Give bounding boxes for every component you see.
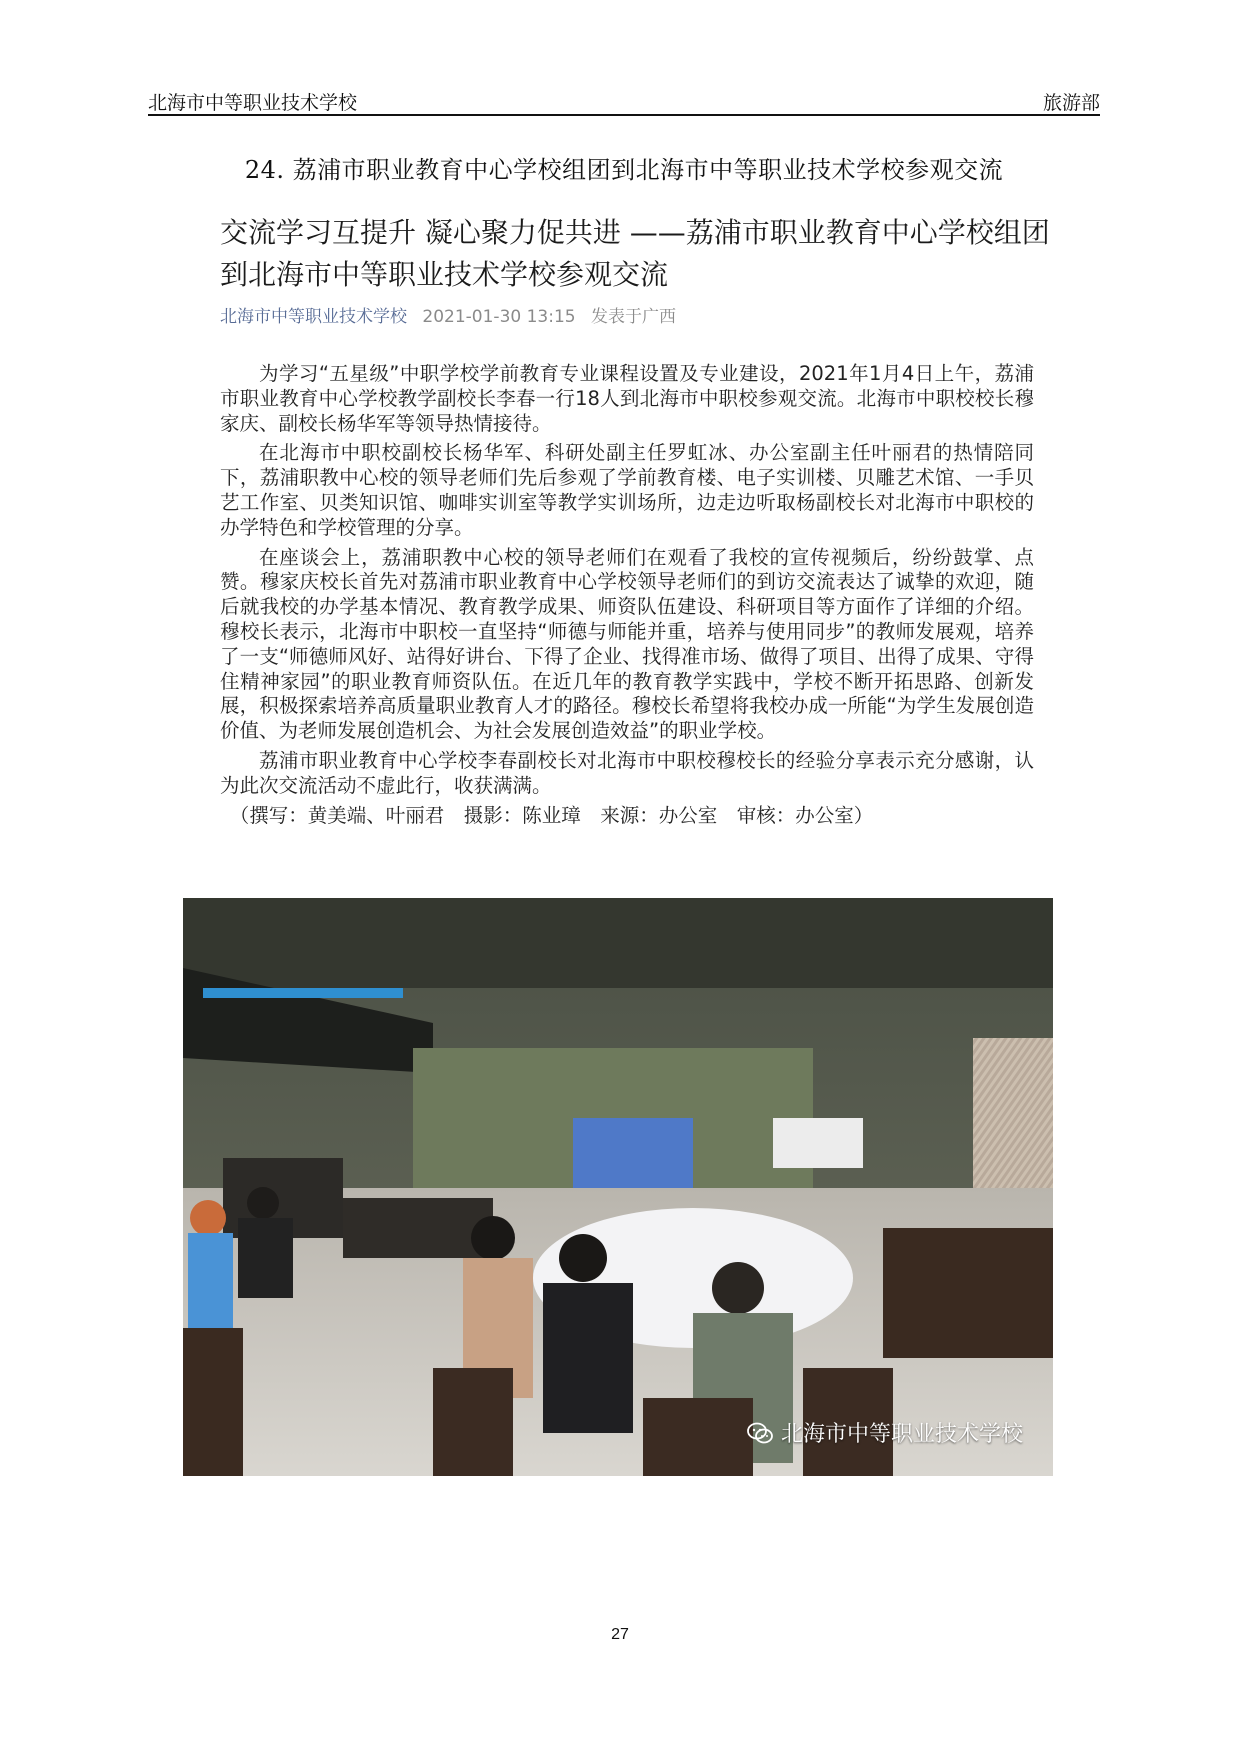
article-meta bbox=[220, 302, 676, 327]
article-credit: （撰写：黄美端、叶丽君 摄影：陈业璋 来源：办公室 审核：办公室） bbox=[229, 803, 874, 827]
article-paragraph: 为学习“五星级”中职学校学前教育专业课程设置及专业建设，2021年1月4日上午，荔浦市职业教育中心学校教学副校长李春一行18人到北海市中职校参观交流。北海市中职校校长穆家庆、副校长杨华军等领导热情接待。 bbox=[220, 362, 1034, 435]
article-body bbox=[220, 362, 1034, 833]
document-title: 24. 荔浦市职业教育中心学校组团到北海市中等职业技术学校参观交流 bbox=[244, 156, 1004, 184]
article-paragraph: 荔浦市职业教育中心学校李春副校长对北海市中职校穆校长的经验分享表示充分感谢，认为此次交流活动不虚此行，收获满满。 bbox=[220, 748, 1034, 797]
article-paragraph: 在北海市中职校副校长杨华军、科研处副主任罗虹冰、办公室副主任叶丽君的热情陪同下，荔浦职教中心校的领导老师们先后参观了学前教育楼、电子实训楼、贝雕艺术馆、一手贝艺工作室、贝类知识馆、咖啡实训室等教学实训场所，边走边听取杨副校长对北海市中职校的办学特色和学校管理的分享。 bbox=[220, 441, 1034, 539]
photo-watermark-text: 北海市中等职业技术学校 bbox=[780, 1422, 1023, 1447]
wechat-icon bbox=[747, 1422, 773, 1444]
article-location: 发表于广西 bbox=[591, 307, 677, 327]
page-number: 27 bbox=[611, 1626, 629, 1643]
header-department: 旅游部 bbox=[1042, 92, 1100, 114]
article-title: 交流学习互提升 凝心聚力促共进 ——荔浦市职业教育中心学校组团到北海市中等职业技术学校参观交流 bbox=[220, 216, 1050, 291]
meeting-photo bbox=[183, 898, 1053, 1476]
header-divider bbox=[148, 114, 1100, 116]
article-datetime: 2021-01-30 13:15 bbox=[422, 307, 576, 327]
article-paragraph: 在座谈会上，荔浦职教中心校的领导老师们在观看了我校的宣传视频后，纷纷鼓掌、点赞。穆家庆校长首先对荔浦市职业教育中心学校领导老师们的到访交流表达了诚挚的欢迎，随后就我校的办学基本情况、教育教学成果、师资队伍建设、科研项目等方面作了详细的介绍。穆校长表示，北海市中职校一直坚持“师德与师能并重，培养与使用同步”的教师发展观，培养了一支“师德师风好、站得好讲台、下得了企业、找得准市场、做得了项目、出得了成果、守得住精神家园”的职业教育师资队伍。在近几年的教育教学实践中，学校不断开拓思路、创新发展，积极探索培养高质量职业教育人才的路径。穆校长希望将我校办成一所能“为学生发展创造价值、为老师发展创造机会、为社会发展创造效益”的职业学校。 bbox=[220, 545, 1034, 743]
article-source-link[interactable]: 北海市中等职业技术学校 bbox=[220, 307, 407, 327]
photo-watermark bbox=[747, 1417, 1023, 1448]
header-school-name: 北海市中等职业技术学校 bbox=[148, 92, 358, 114]
meeting-photo-illustration bbox=[183, 898, 1053, 1476]
